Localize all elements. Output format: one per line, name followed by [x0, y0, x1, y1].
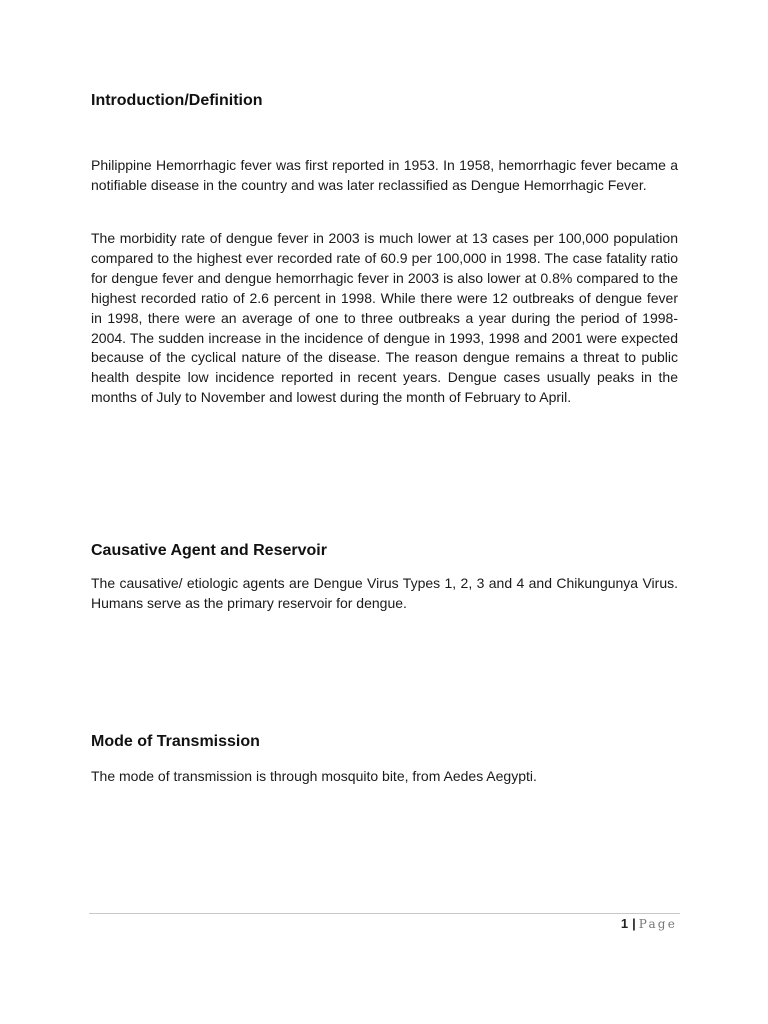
causative-agent-paragraph: The causative/ etiologic agents are Dengue Virus Types 1, 2, 3 and 4 and Chikungunya Virus. Humans serve as the primary reservoir for dengue. [91, 575, 678, 611]
section-heading-introduction: Introduction/Definition [91, 92, 263, 109]
page-separator: | [632, 916, 636, 931]
intro-paragraph-statistics: The morbidity rate of dengue fever in 2003 is much lower at 13 cases per 100,000 population compared to the highest ever recorded rate of 60.9 per 100,000 in 1998. The case fatality ratio for dengue fever and dengue hemorrhagic fever in 2003 is also lower at 0.8% compared to the highest recorded ratio of 2.6 percent in 1998. While there were 12 outbreaks of dengue fever in 1998, there were an average of one to three outbreaks a year during the period of 1998-2004. The sudden increase in the incidence of dengue in 1993, 1998 and 2001 were expected because of the cyclical nature of the disease. The reason dengue remains a threat to public health despite low incidence reported in recent years. Dengue cases usually peaks in the months of July to November and lowest during the month of February to April. [91, 230, 678, 406]
section-heading-mode-of-transmission: Mode of Transmission [91, 733, 260, 750]
section-heading-causative-agent: Causative Agent and Reservoir [91, 542, 327, 559]
page-number: 1 [620, 916, 629, 931]
mode-of-transmission-paragraph: The mode of transmission is through mosquito bite, from Aedes Aegypti. [91, 768, 537, 784]
footer-divider [89, 913, 680, 914]
page-footer [621, 915, 677, 933]
page-label: Page [638, 917, 677, 931]
intro-paragraph-history: Philippine Hemorrhagic fever was first reported in 1953. In 1958, hemorrhagic fever became a notifiable disease in the country and was later reclassified as Dengue Hemorrhagic Fever. [91, 157, 678, 193]
